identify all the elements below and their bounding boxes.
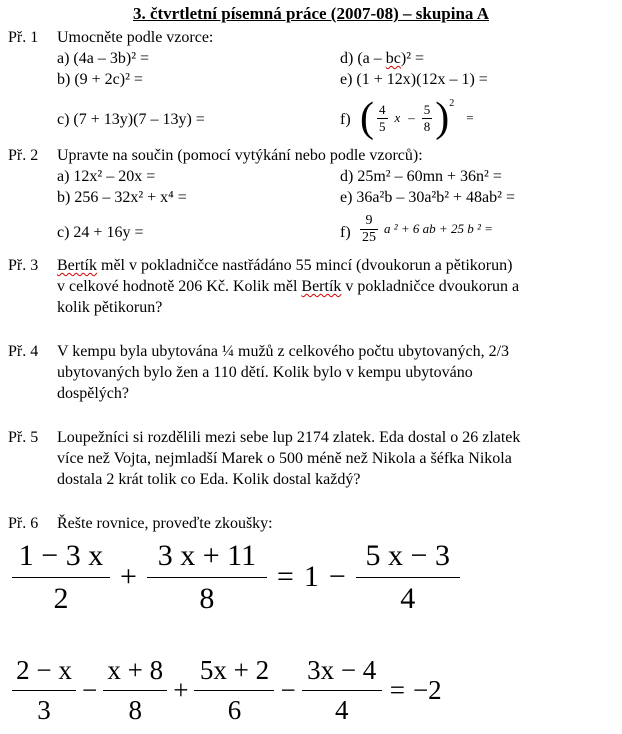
problem-1-item-b: b) (9 + 2c)² = bbox=[57, 71, 143, 88]
fraction: 2 − x 3 bbox=[12, 655, 76, 726]
problem-5-line-2: více než Vojta, nejmladší Marek o 500 méně než Nikola a šéfka Nikola bbox=[57, 450, 512, 467]
problem-1-item-d: d) (a – bc)² = bbox=[340, 50, 425, 67]
fraction: x + 8 8 bbox=[103, 655, 167, 726]
left-paren: ( bbox=[360, 95, 374, 141]
fraction: $\frac{4}{5}$ bbox=[379, 101, 386, 134]
fraction: 5x + 2 6 bbox=[194, 655, 274, 726]
problem-4-line-3: dospělých? bbox=[57, 385, 129, 402]
problem-2-instruction: Upravte na součin (pomocí vytýkání nebo podle vzorců): bbox=[57, 147, 423, 164]
problem-1-item-e: e) (1 + 12x)(12x – 1) = bbox=[340, 71, 488, 88]
problem-4-label: Př. 4 bbox=[8, 343, 39, 360]
problem-3-line-1: Bertík měl v pokladničce nastřádáno 55 mincí (dvoukorun a pětikorun) bbox=[57, 257, 513, 274]
problem-3-line-2: v celkové hodnotě 206 Kč. Kolik měl Bertík v pokladničce dvoukorun a bbox=[57, 278, 520, 295]
fraction: 5 x − 3 4 bbox=[356, 539, 460, 616]
problem-1-item-c: c) (7 + 13y)(7 – 13y) = bbox=[57, 111, 205, 128]
problem-5-label: Př. 5 bbox=[8, 429, 39, 446]
equation-1: 1 − 3 x 2 + 3 x + 11 8 = 1 − 5 x − 3 4 bbox=[12, 536, 460, 618]
problem-4-line-1: V kempu byla ubytována ¼ mužů z celkového počtu ubytovaných, 2/3 bbox=[57, 343, 510, 360]
problem-1-item-f-label: f) bbox=[340, 111, 351, 128]
problem-2-item-a: a) 12x² – 20x = bbox=[57, 168, 156, 185]
problem-3-line-3: kolik pětikorun? bbox=[57, 299, 163, 316]
fraction: 3 x + 11 8 bbox=[147, 539, 267, 616]
page-title: 3. čtvrtletní písemná práce (2007-08) – skupina A bbox=[132, 4, 490, 23]
fraction: 1 − 3 x 2 bbox=[12, 539, 110, 616]
problem-3-label: Př. 3 bbox=[8, 257, 39, 274]
problem-2-label: Př. 2 bbox=[8, 147, 39, 164]
problem-2-item-d: d) 25m² – 60mn + 36n² = bbox=[340, 168, 502, 185]
problem-1-label: Př. 1 bbox=[8, 29, 39, 46]
problem-2-item-f-label: f) bbox=[340, 224, 351, 241]
problem-2-item-f-expression: $\frac{9}{25}$ a ² + 6 ab + 25 b ² = bbox=[362, 212, 493, 245]
problem-2-item-e: e) 36a²b – 30a²b² + 48ab² = bbox=[340, 189, 515, 206]
fraction: $\frac{5}{8}$ bbox=[423, 101, 431, 134]
problem-1-instruction: Umocněte podle vzorce: bbox=[57, 29, 214, 46]
problem-1-item-f-expression: ( $\frac{4}{5}$ x – $\frac{5}{8}$ ) 2 = bbox=[360, 95, 474, 141]
problem-2-item-b: b) 256 – 32x² + x⁴ = bbox=[57, 189, 187, 206]
problem-1-item-a: a) (4a – 3b)² = bbox=[57, 50, 150, 67]
problem-6-instruction: Řešte rovnice, proveďte zkoušky: bbox=[57, 515, 273, 532]
problem-6-label: Př. 6 bbox=[8, 515, 39, 532]
problem-5-line-1: Loupežníci si rozdělili mezi sebe lup 2174 zlatek. Eda dostal o 26 zlatek bbox=[57, 429, 521, 446]
problem-5-line-3: dostala 2 krát tolik co Eda. Kolik dostal každý? bbox=[57, 471, 361, 488]
problem-2-item-c: c) 24 + 16y = bbox=[57, 224, 144, 241]
fraction: $\frac{9}{25}$ bbox=[362, 212, 376, 245]
problem-4-line-2: ubytovaných bylo žen a 110 dětí. Kolik bylo v kempu ubytováno bbox=[57, 364, 473, 381]
equation-2: 2 − x 3 − x + 8 8 + 5x + 2 6 − 3x − 4 4 = −2 bbox=[12, 650, 442, 730]
fraction: 3x − 4 4 bbox=[302, 655, 382, 726]
right-paren: ) bbox=[435, 95, 450, 141]
